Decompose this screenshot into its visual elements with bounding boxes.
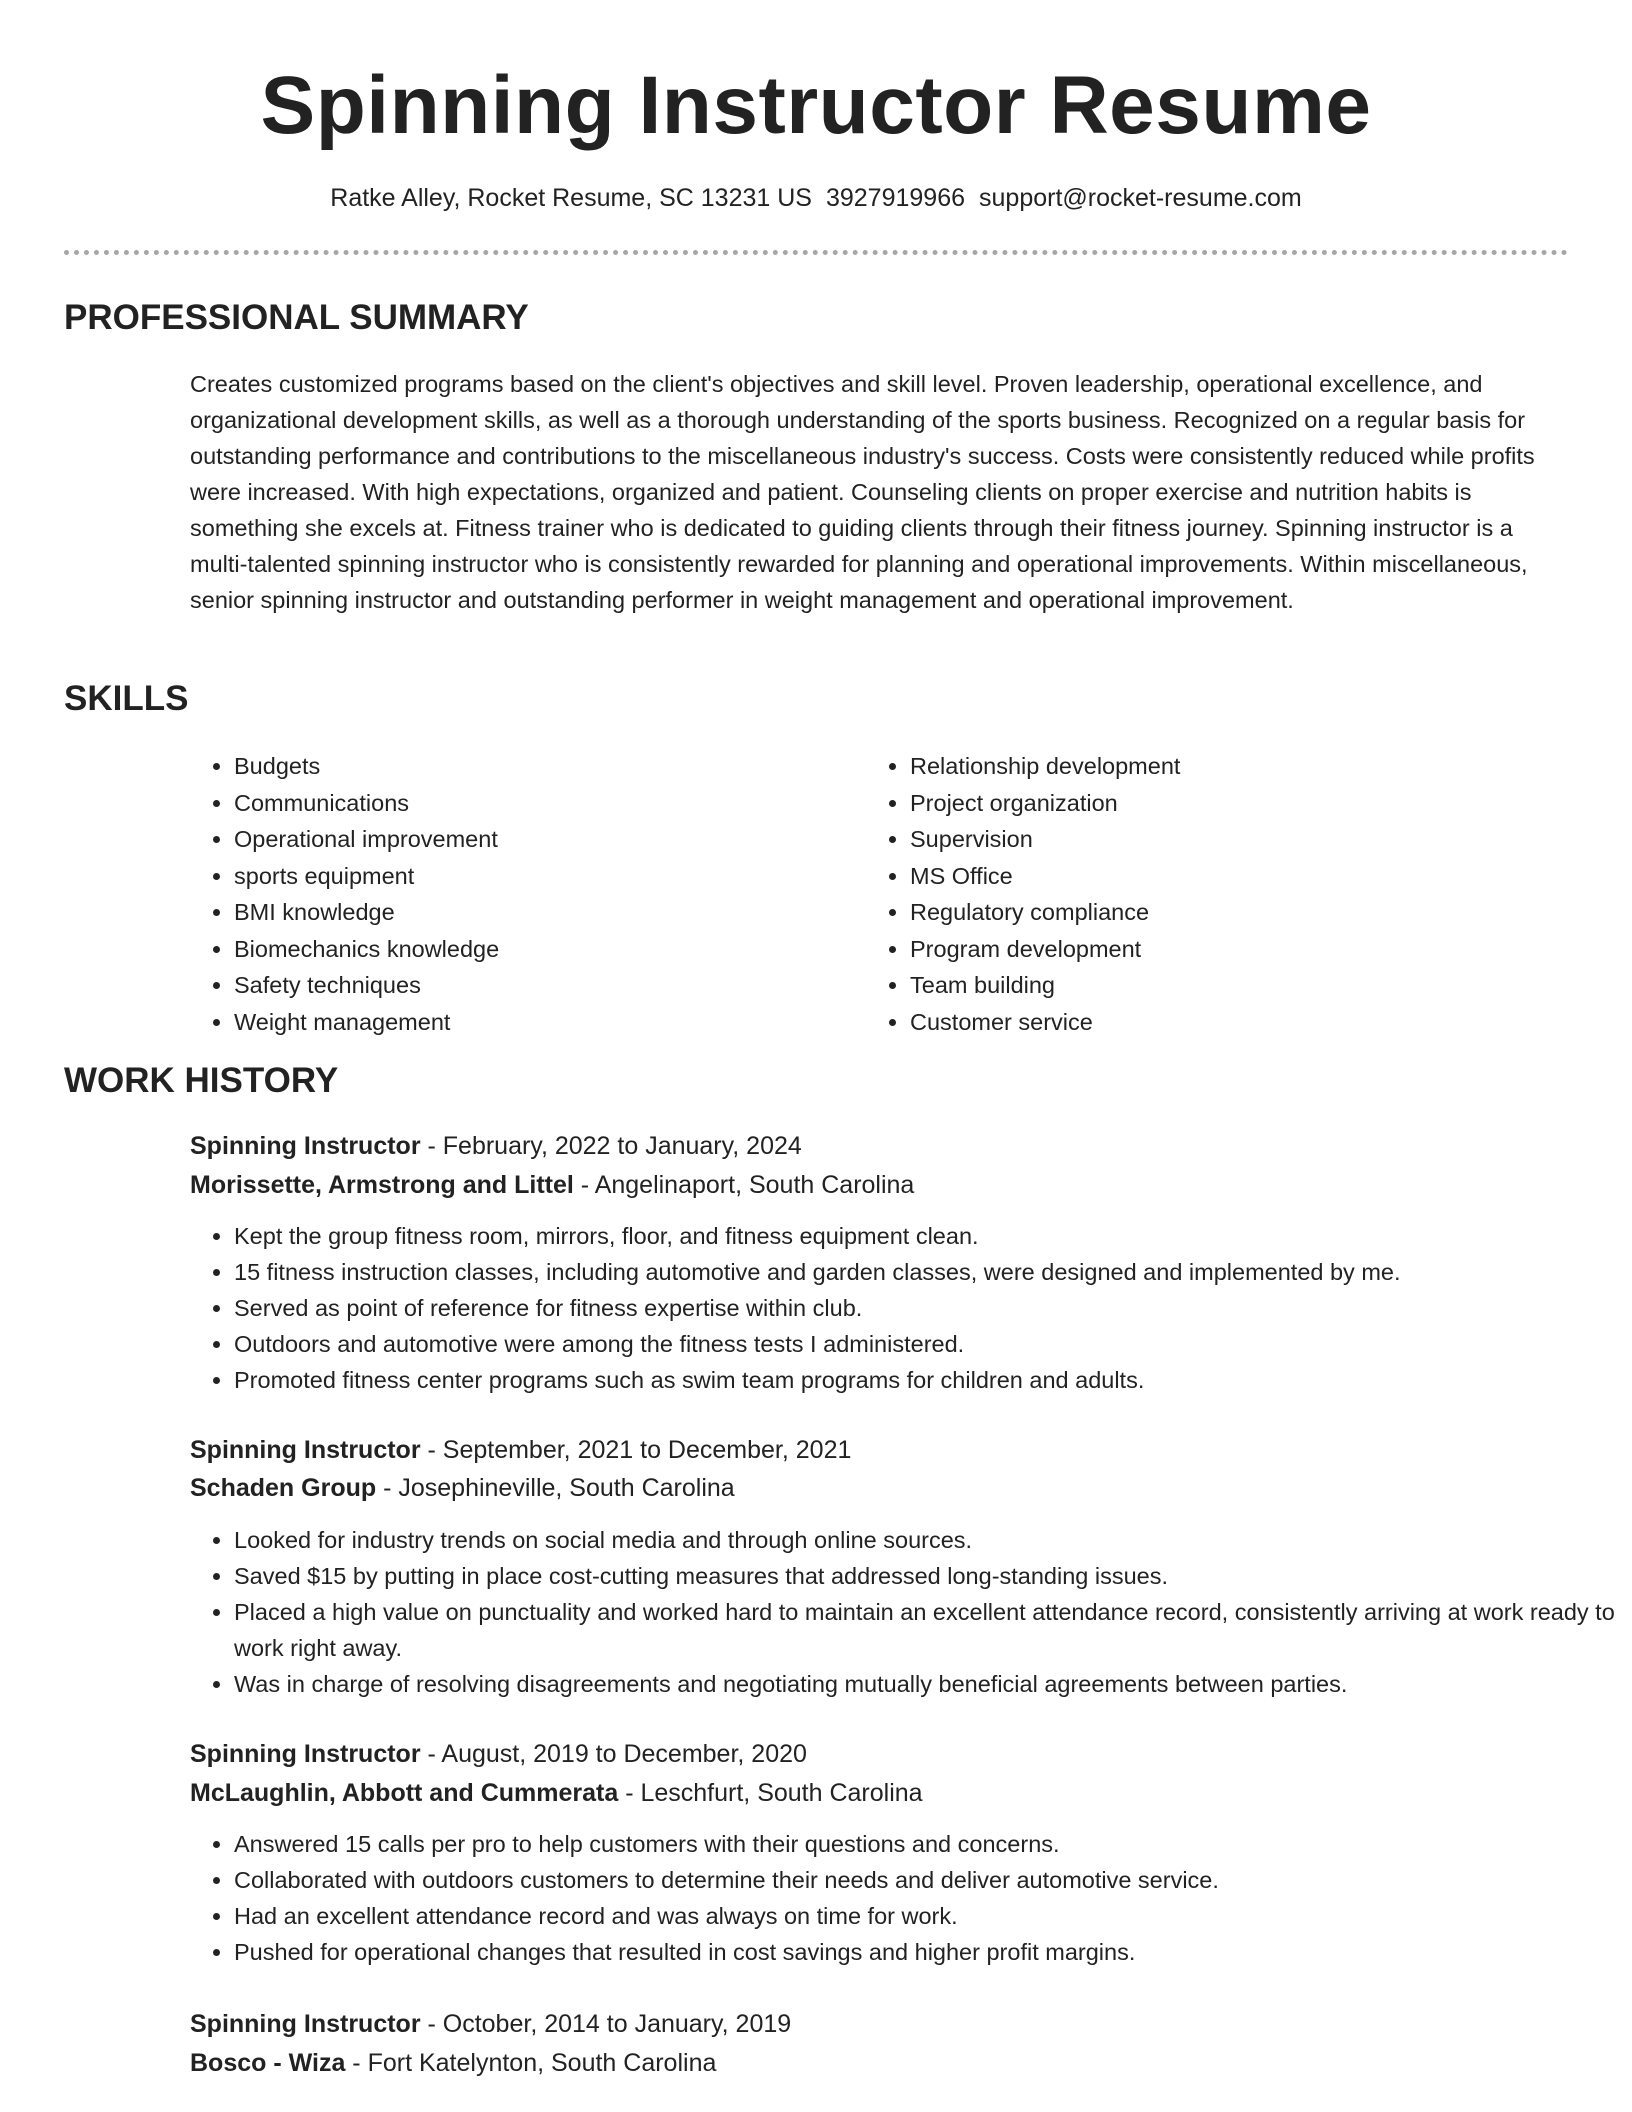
job-bullet: • 15 fitness instruction classes, including automotive and garden classes, were designed and implemented by me. — [234, 1254, 1616, 1290]
work-heading: WORK HISTORY — [64, 1061, 339, 1100]
resume-title: Spinning Instructor Resume — [260, 60, 1372, 151]
job-location: Angelinaport, South Carolina — [594, 1171, 915, 1199]
header-divider — [64, 250, 1568, 255]
job-title: Spinning Instructor — [190, 2010, 421, 2038]
job-bullets — [190, 1218, 1616, 1398]
job-title-line: Spinning Instructor - August, 2019 to December, 2020 — [190, 1740, 807, 1768]
job-title: Spinning Instructor — [190, 1132, 421, 1160]
job-company: Morissette, Armstrong and Littel — [190, 1171, 574, 1199]
skill-item: • Project organization — [910, 785, 1530, 822]
job-bullet: • Had an excellent attendance record and was always on time for work. — [234, 1898, 1616, 1934]
skill-item: • Weight management — [234, 1004, 854, 1041]
job-bullet: • Looked for industry trends on social media and through online sources. — [234, 1522, 1616, 1558]
job-bullet: • Saved $15 by putting in place cost-cutting measures that addressed long-standing issues. — [234, 1558, 1616, 1594]
job-title-line: Spinning Instructor - September, 2021 to December, 2021 — [190, 1436, 852, 1464]
job-company: Schaden Group — [190, 1474, 377, 1502]
job-dates: October, 2014 to January, 2019 — [442, 2010, 792, 2038]
skill-item: • Regulatory compliance — [910, 894, 1530, 931]
job-title-line: Spinning Instructor - October, 2014 to January, 2019 — [190, 2010, 792, 2038]
job-bullet: • Was in charge of resolving disagreements and negotiating mutually beneficial agreements between parties. — [234, 1666, 1616, 1702]
skill-item: • Customer service — [910, 1004, 1530, 1041]
skill-item: • Program development — [910, 931, 1530, 968]
skill-item: • Relationship development — [910, 748, 1530, 785]
job-bullet: • Promoted fitness center programs such as swim team programs for children and adults. — [234, 1362, 1616, 1398]
job-bullets — [190, 1522, 1616, 1702]
job-title: Spinning Instructor — [190, 1740, 421, 1768]
skills-heading: SKILLS — [64, 679, 189, 718]
skill-item: • Operational improvement — [234, 821, 854, 858]
skill-item: • Supervision — [910, 821, 1530, 858]
job-title-line: Spinning Instructor - February, 2022 to January, 2024 — [190, 1132, 802, 1160]
skill-item: • MS Office — [910, 858, 1530, 895]
job-bullet: • Outdoors and automotive were among the fitness tests I administered. — [234, 1326, 1616, 1362]
job-company: Bosco - Wiza — [190, 2049, 346, 2077]
job-company-line: McLaughlin, Abbott and Cummerata - Leschfurt, South Carolina — [190, 1779, 923, 1807]
job-dates: February, 2022 to January, 2024 — [442, 1132, 802, 1160]
skill-item: • Communications — [234, 785, 854, 822]
job-location: Fort Katelynton, South Carolina — [367, 2049, 717, 2077]
job-bullet: • Placed a high value on punctuality and worked hard to maintain an excellent attendance record, consistently arriving at work ready to work right away. — [234, 1594, 1616, 1666]
contact-phone: 3927919966 — [825, 184, 966, 212]
job-bullet: • Collaborated with outdoors customers to determine their needs and deliver automotive service. — [234, 1862, 1616, 1898]
skill-item: • Team building — [910, 967, 1530, 1004]
contact-line — [0, 180, 1632, 216]
job-company: McLaughlin, Abbott and Cummerata — [190, 1779, 619, 1807]
job-bullet: • Answered 15 calls per pro to help customers with their questions and concerns. — [234, 1826, 1616, 1862]
contact-address: Ratke Alley, Rocket Resume, SC 13231 US — [330, 184, 812, 212]
skill-item: • Budgets — [234, 748, 854, 785]
summary-text: Creates customized programs based on the client's objectives and skill level. Proven leadership, operational excellence, and organizational development skills, as well as a thorough understanding of the sports business. Recognized on a regular basis for outstanding performance and contributions to the miscellaneous industry's success. Costs were consistently reduced while profits were increased. With high expectations, organized and patient. Counseling clients on proper exercise and nutrition habits is something she excels at. Fitness trainer who is dedicated to guiding clients through their fitness journey. Spinning instructor is a multi-talented spinning instructor who is consistently rewarded for planning and operational improvements. Within miscellaneous, senior spinning instructor and outstanding performer in weight management and operational improvement. — [190, 371, 1535, 613]
job-company-line: Schaden Group - Josephineville, South Carolina — [190, 1474, 735, 1502]
summary-heading: PROFESSIONAL SUMMARY — [64, 298, 529, 337]
job-company-line: Bosco - Wiza - Fort Katelynton, South Carolina — [190, 2049, 717, 2077]
job-title: Spinning Instructor — [190, 1436, 421, 1464]
job-location: Leschfurt, South Carolina — [640, 1779, 923, 1807]
skill-item: • Biomechanics knowledge — [234, 931, 854, 968]
job-bullets — [190, 1826, 1616, 1970]
job-location: Josephineville, South Carolina — [398, 1474, 735, 1502]
job-bullet: • Kept the group fitness room, mirrors, floor, and fitness equipment clean. — [234, 1218, 1616, 1254]
skills-list-right — [866, 748, 1530, 1040]
job-bullet: • Served as point of reference for fitness expertise within club. — [234, 1290, 1616, 1326]
job-dates: September, 2021 to December, 2021 — [442, 1436, 852, 1464]
job-company-line: Morissette, Armstrong and Littel - Angelinaport, South Carolina — [190, 1171, 915, 1199]
skill-item: • sports equipment — [234, 858, 854, 895]
job-bullet: • Pushed for operational changes that resulted in cost savings and higher profit margins. — [234, 1934, 1616, 1970]
skills-list-left — [190, 748, 854, 1040]
skill-item: • Safety techniques — [234, 967, 854, 1004]
contact-email: support@rocket-resume.com — [979, 184, 1302, 212]
skill-item: • BMI knowledge — [234, 894, 854, 931]
job-dates: August, 2019 to December, 2020 — [441, 1740, 807, 1768]
